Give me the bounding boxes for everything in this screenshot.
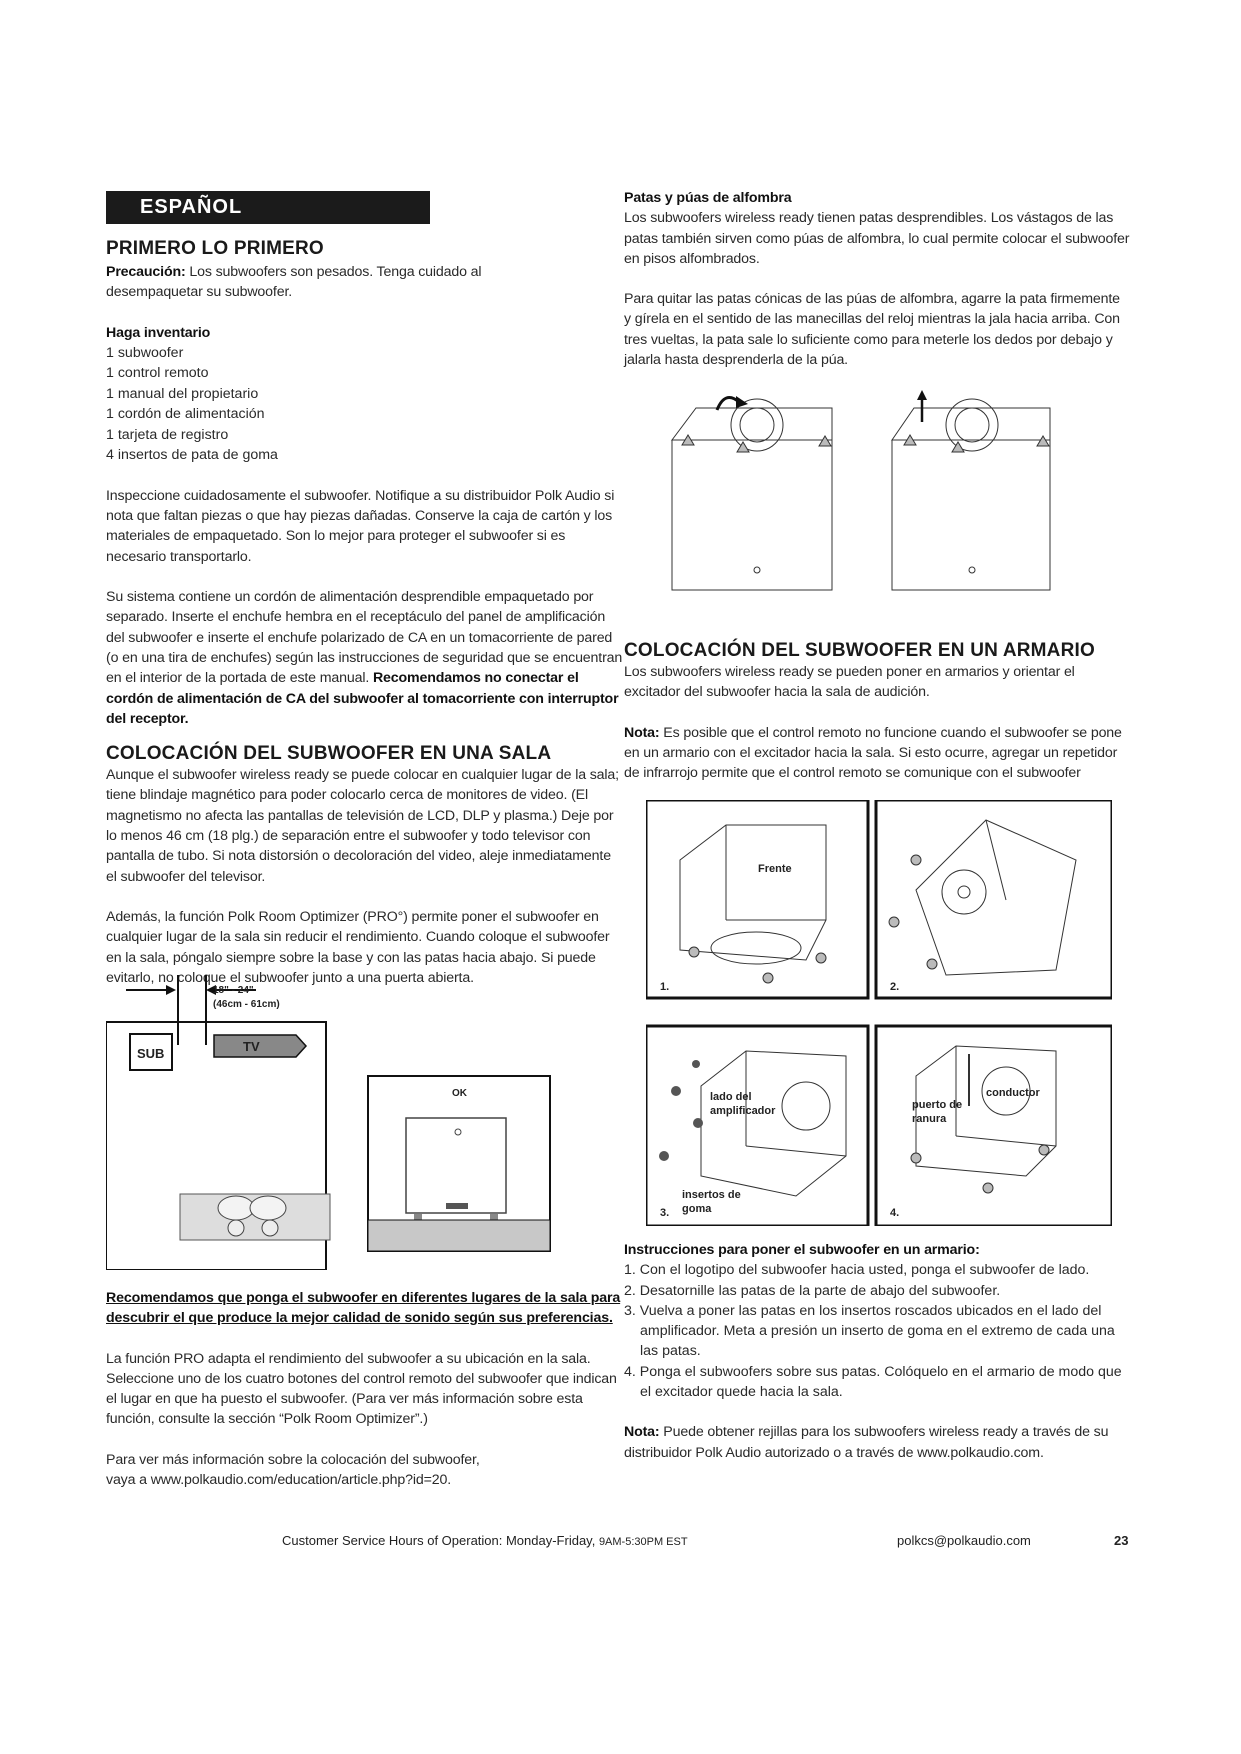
panel2-number: 2. — [890, 981, 900, 993]
page-number: 23 — [1114, 1533, 1129, 1548]
feet-title: Patas y púas de alfombra — [624, 190, 792, 206]
distance-cm-label: (46cm - 61cm) — [213, 999, 280, 1010]
instruction-steps — [624, 1260, 1130, 1402]
caution-label: Precaución: — [106, 264, 186, 280]
inventory-item: 4 insertos de pata de goma — [106, 447, 278, 464]
panel4-number: 4. — [890, 1207, 900, 1219]
caution-text: Los subwoofers son pesados. Tenga cuidado al desempaquetar su subwoofer. — [106, 264, 482, 301]
room-paragraph-1: Aunque el subwoofer wireless ready se puede colocar en cualquier lugar de la sala; tiene blindaje magnético para poder colocarlo cerca de monitores de video. (El magnetismo no afecta las pantallas de televisión de LCD, DLP y plasma.) Deje por lo menos 46 cm (18 plg.) de separación entre el subwoofer y todo televisor con pantalla de tubo. Si nota distorsión o decoloración del video, aleje inmediatamente el subwoofer del televisor. — [106, 767, 619, 885]
feet-paragraph: Los subwoofers wireless ready tienen patas desprendibles. Los vástagos de las patas también sirven como púas de alfombra, lo cual permite colocar el subwoofer en pisos alfombrados. — [624, 210, 1130, 267]
panel1-front-label: Frente — [758, 863, 792, 875]
inventory-item: 1 cordón de alimentación — [106, 406, 265, 423]
footer-email: polkcs@polkaudio.com — [897, 1533, 1031, 1548]
instruction-step: 2. Desatornille las patas de la parte de abajo del subwoofer. — [624, 1282, 1001, 1299]
note-grilles-text: Puede obtener rejillas para los subwoofers wireless ready a través de su distribuidor Polk Audio autorizado o a través de www.polkaudio.com. — [624, 1424, 1109, 1461]
recommend-paragraph: Recomendamos que ponga el subwoofer en diferentes lugares de la sala para descubrir el que produce la mejor calidad de sonido según sus preferencias. — [106, 1290, 621, 1327]
subwoofer-front — [406, 1118, 506, 1213]
inspect-paragraph: Inspeccione cuidadosamente el subwoofer. Notifique a su distribuidor Polk Audio si nota que faltan piezas o que hay piezas dañadas. Conserve la caja de cartón y los materiales de empaquetado. Son lo mejor para proteger el subwoofer si es necesario transportarlo. — [106, 487, 615, 565]
panel-step-4 — [876, 1026, 1112, 1226]
power-warning: Recomendamos no conectar el cordón de alimentación de CA del subwoofer al tomacorriente con interruptor del receptor. — [106, 670, 619, 727]
ok-label: OK — [452, 1088, 467, 1099]
inventory-title: Haga inventario — [106, 324, 211, 341]
panel4-label-b: puerto de — [912, 1099, 963, 1111]
tv-label: TV — [243, 1039, 260, 1054]
foot-removal-illustration — [662, 390, 1062, 605]
panel3-label-c: insertos de — [682, 1189, 741, 1201]
power-text: Su sistema contiene un cordón de alimentación desprendible empaquetado por separado. Inserte el enchufe hembra en el receptáculo del panel de amplificación del subwoofer e inserte el enchufe polarizado de CA en un tomacorriente de pared (o en una tira de enchufes) según las instrucciones de seguridad que se encuentran en el interior de la portada de este manual. — [106, 589, 623, 687]
note-label: Nota: — [624, 1424, 660, 1441]
inventory-item: 1 subwoofer — [106, 344, 184, 361]
cabinet-paragraph: Los subwoofers wireless ready se pueden poner en armarios y orientar el excitador del subwoofer hacia la sala de audición. — [624, 664, 1075, 701]
sub-label: SUB — [137, 1046, 165, 1061]
inventory-item: 1 control remoto — [106, 365, 209, 382]
language-title: ESPAÑOL — [140, 196, 243, 218]
power-paragraph — [106, 587, 626, 729]
panel-step-3 — [646, 1026, 868, 1226]
instruction-step: 4. Ponga el subwoofers sobre sus patas. Colóquelo en el armario de modo que el excitador quede hacia la sala. — [624, 1363, 1122, 1401]
inventory-item: 1 manual del propietario — [106, 385, 259, 402]
panel3-label-b: amplificador — [710, 1105, 776, 1117]
footer-hours-time: 9AM-5:30PM EST — [598, 1536, 688, 1548]
panel1-number: 1. — [660, 981, 670, 993]
panel3-label-a: lado del — [710, 1091, 752, 1103]
instruction-step: 3. Vuelva a poner las patas en los insertos roscados ubicados en el lado del amplificador. Meta a presión un inserto de goma en el extremo de cada una las patas. — [624, 1302, 1115, 1360]
panel3-label-d: goma — [682, 1203, 712, 1215]
panel4-label-c: ranura — [912, 1113, 947, 1125]
instructions-title: Instrucciones para poner el subwoofer en un armario: — [624, 1242, 980, 1258]
inventory-list — [106, 343, 626, 466]
note-label: Nota: — [624, 724, 660, 741]
note-remote-paragraph — [624, 723, 1130, 784]
distance-label: 18" - 24" — [213, 985, 254, 996]
caution-paragraph — [106, 262, 496, 303]
heading-cabinet-placement: COLOCACIÓN DEL SUBWOOFER EN UN ARMARIO — [624, 640, 1095, 661]
subwoofer-pull-foot — [892, 390, 1050, 590]
tv-shape — [214, 1035, 306, 1057]
pro-paragraph: La función PRO adapta el rendimiento del subwoofer a su ubicación en la sala. Seleccione uno de los cuatro botones del control remoto del subwoofer que indican el lugar en que ha puesto el subwoofer. (Para ver más información sobre esta función, consulte la sección “Polk Room Optimizer”.) — [106, 1350, 617, 1428]
room-placement-diagram — [106, 970, 626, 1270]
heading-room-placement: COLOCACIÓN DEL SUBWOOFER EN UNA SALA — [106, 743, 552, 765]
footer-hours-prefix: Customer Service Hours of Operation: Monday-Friday, — [282, 1533, 599, 1548]
subwoofer-turn-foot — [672, 396, 832, 590]
footer-hours — [282, 1533, 842, 1548]
remove-feet-paragraph: Para quitar las patas cónicas de las púas de alfombra, agarre la pata firmemente y gírela en el sentido de las manecillas del reloj mientras la jala hacia arriba. Con tres vueltas, la pata sale lo suficiente como para meterle los dedos por debajo y jalarla hasta desprenderla de la púa. — [624, 291, 1120, 369]
heading-first-things: PRIMERO LO PRIMERO — [106, 238, 324, 259]
panel-step-2 — [876, 800, 1112, 998]
panel3-number: 3. — [660, 1207, 670, 1219]
panel-step-1 — [646, 800, 868, 998]
note-grilles-paragraph — [624, 1422, 1130, 1463]
more-info-paragraph: Para ver más información sobre la colocación del subwoofer, vaya a www.polkaudio.com/education/article.php?id=20. — [106, 1451, 480, 1489]
panel4-label-a: conductor — [986, 1087, 1040, 1099]
cabinet-steps-illustration — [646, 800, 1112, 1226]
inventory-item: 1 tarjeta de registro — [106, 426, 229, 443]
note-remote-text: Es posible que el control remoto no funcione cuando el subwoofer se pone en un armario con el excitador hacia la sala. Si esto ocurre, agregar un repetidor de infrarrojo permite que el control remoto se comunique con el subwoofer — [624, 724, 1122, 782]
language-banner — [106, 191, 430, 224]
instruction-step: 1. Con el logotipo del subwoofer hacia usted, ponga el subwoofer de lado. — [624, 1262, 1090, 1279]
room-paragraph-2: Además, la función Polk Room Optimizer (PRO°) permite poner el subwoofer en cualquier lugar de la sala sin reducir el rendimiento. Cuando coloque el subwoofer en la sala, póngalo siempre sobre la base y con las patas hacia abajo. Si puede evitarlo, no coloque el subwoofer junto a una puerta abierta. — [106, 908, 610, 986]
